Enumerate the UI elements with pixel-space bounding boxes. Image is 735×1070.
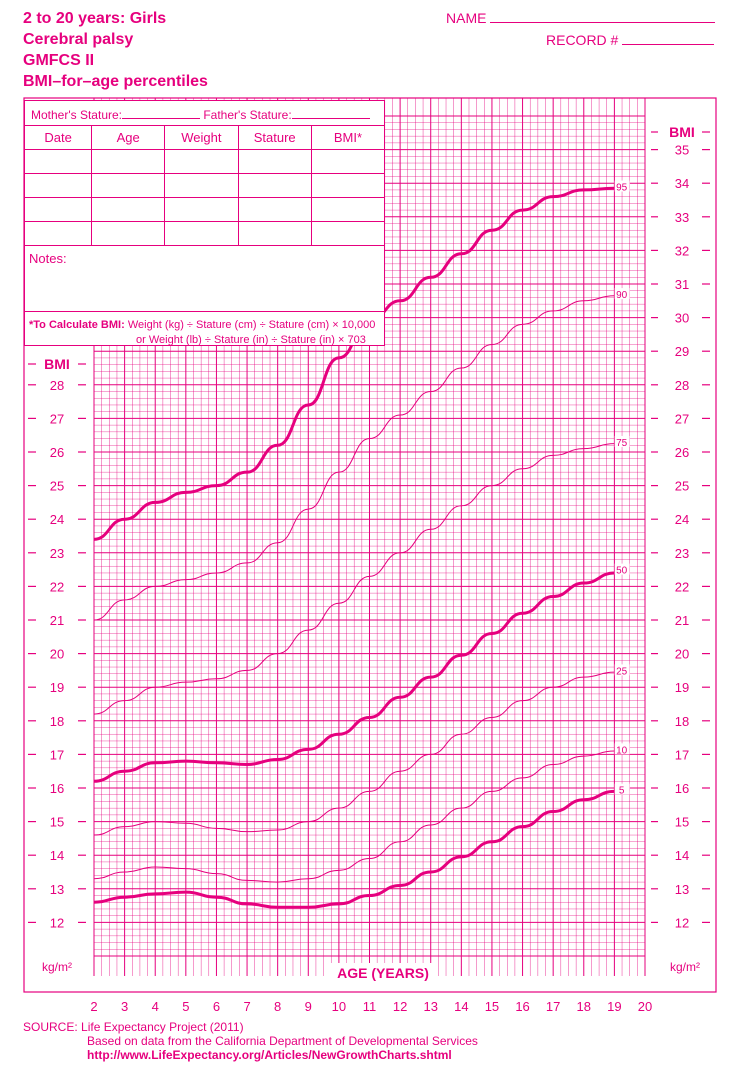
y-tick-left-12: 12 [49,915,65,931]
y-tick-right-29: 29 [674,344,690,360]
table-row [25,150,385,174]
y-tick-right-33: 33 [674,209,690,225]
table-cell[interactable] [92,198,165,222]
y-tick-right-24: 24 [674,512,690,528]
y-tick-left-13: 13 [49,881,65,897]
y-tick-right-18: 18 [674,713,690,729]
y-tick-left-22: 22 [49,579,65,595]
table-cell[interactable] [25,174,92,198]
source-line1: Life Expectancy Project (2011) [81,1020,244,1034]
percentile-label-90: 90 [616,290,628,302]
y-tick-right-25: 25 [674,478,690,494]
table-cell[interactable] [238,198,311,222]
table-cell[interactable] [25,222,92,246]
column-header-age: Age [92,126,165,150]
table-cell[interactable] [25,198,92,222]
y-tick-left-18: 18 [49,713,65,729]
table-row [25,222,385,246]
source-url[interactable]: http://www.LifeExpectancy.org/Articles/NewGrowthCharts.shtml [87,1048,452,1062]
column-header-weight: Weight [165,126,238,150]
y-tick-right-32: 32 [674,243,690,259]
table-cell[interactable] [311,198,384,222]
y-tick-right-22: 22 [674,579,690,595]
y-axis-label-left: BMI [44,356,70,372]
x-tick-14: 14 [454,999,469,1014]
y-tick-left-23: 23 [49,545,65,561]
source-note [23,1020,478,1062]
table-cell[interactable] [165,150,238,174]
y-tick-right-16: 16 [674,781,690,796]
measurement-form [24,100,385,346]
percentile-label-95: 95 [616,182,628,194]
y-tick-left-26: 26 [49,445,65,460]
table-cell[interactable] [238,222,311,246]
record-label: RECORD # [546,32,619,48]
y-tick-right-13: 13 [674,881,690,897]
x-tick-10: 10 [331,999,347,1014]
table-cell[interactable] [311,174,384,198]
table-cell[interactable] [311,222,384,246]
chart-title-line2: Cerebral palsy [23,31,134,48]
table-cell[interactable] [238,150,311,174]
y-unit-left: kg/m² [42,960,72,974]
x-tick-3: 3 [120,999,129,1014]
bmi-formula [25,311,384,348]
table-cell[interactable] [238,174,311,198]
father-stature-label: Father's Stature: [203,108,292,122]
source-label: SOURCE: [23,1020,78,1034]
x-tick-11: 11 [362,999,377,1014]
source-line2: Based on data from the California Department of Developmental Services [87,1034,478,1048]
chart-title-line4: BMI–for–age percentiles [23,73,208,90]
table-cell[interactable] [92,174,165,198]
x-tick-8: 8 [274,999,282,1014]
x-tick-13: 13 [423,999,438,1014]
y-tick-right-31: 31 [674,277,690,292]
chart-title-line1: 2 to 20 years: Girls [23,10,167,27]
x-tick-4: 4 [151,999,159,1014]
y-tick-left-25: 25 [49,478,65,494]
x-tick-16: 16 [515,999,530,1014]
y-tick-left-28: 28 [49,377,65,393]
x-tick-5: 5 [182,999,190,1014]
y-tick-left-19: 19 [49,680,65,696]
table-row [25,174,385,198]
y-tick-right-17: 17 [674,747,690,763]
percentile-label-75: 75 [616,437,628,449]
table-cell[interactable] [92,150,165,174]
bmi-formula-metric: Weight (kg) ÷ Stature (cm) ÷ Stature (cm) × 10,000 [127,319,376,331]
y-tick-right-21: 21 [674,613,690,628]
y-tick-right-30: 30 [674,310,690,326]
chart-title-line3: GMFCS II [23,52,95,69]
y-tick-right-28: 28 [674,377,690,393]
y-tick-right-35: 35 [674,142,690,158]
column-header-stature: Stature [238,126,311,150]
bmi-formula-label: *To Calculate BMI: [29,319,125,331]
name-label: NAME [446,10,487,26]
y-tick-right-19: 19 [674,680,690,696]
y-tick-left-20: 20 [49,646,65,662]
x-tick-18: 18 [576,999,592,1014]
bmi-formula-imperial: or Weight (lb) ÷ Stature (in) ÷ Stature (in) × 703 [136,334,366,346]
column-header-date: Date [25,126,92,150]
y-tick-right-26: 26 [674,445,690,460]
table-cell[interactable] [25,150,92,174]
y-tick-right-14: 14 [674,848,690,864]
x-tick-6: 6 [212,999,221,1014]
y-tick-left-17: 17 [49,747,65,763]
parent-stature-row [31,106,370,122]
y-tick-left-27: 27 [49,411,65,427]
y-tick-right-34: 34 [674,176,690,192]
percentile-label-5: 5 [618,785,625,797]
table-cell[interactable] [92,222,165,246]
x-tick-12: 12 [392,999,408,1014]
y-axis-label-right: BMI [669,124,695,140]
table-cell[interactable] [165,198,238,222]
notes-label: Notes: [29,251,67,266]
x-axis-label: AGE (YEARS) [337,965,429,981]
table-row [25,198,385,222]
y-tick-right-23: 23 [674,545,690,561]
x-tick-17: 17 [545,999,561,1014]
father-stature-blank[interactable] [292,106,370,119]
x-tick-19: 19 [607,999,622,1014]
mother-stature-label: Mother's Stature: [31,108,122,122]
y-tick-left-15: 15 [49,814,65,830]
y-tick-left-24: 24 [49,512,65,528]
y-unit-right: kg/m² [670,960,700,974]
table-cell[interactable] [311,150,384,174]
measurement-table [24,125,385,246]
percentile-label-10: 10 [616,745,628,757]
table-header-row [25,126,385,150]
x-tick-2: 2 [90,999,98,1014]
mother-stature-blank[interactable] [122,106,200,119]
x-tick-20: 20 [637,999,653,1014]
table-cell[interactable] [165,222,238,246]
table-cell[interactable] [165,174,238,198]
y-tick-right-20: 20 [674,646,690,662]
y-tick-right-27: 27 [674,411,690,427]
y-tick-left-21: 21 [49,613,65,628]
x-tick-15: 15 [484,999,500,1014]
percentile-label-25: 25 [616,666,628,678]
x-tick-9: 9 [304,999,312,1014]
y-tick-left-16: 16 [49,781,65,796]
y-tick-right-12: 12 [674,915,690,931]
y-tick-right-15: 15 [674,814,690,830]
percentile-label-50: 50 [616,565,628,577]
x-tick-7: 7 [243,999,251,1014]
y-tick-left-14: 14 [49,848,65,864]
column-header-bmi: BMI* [311,126,384,150]
